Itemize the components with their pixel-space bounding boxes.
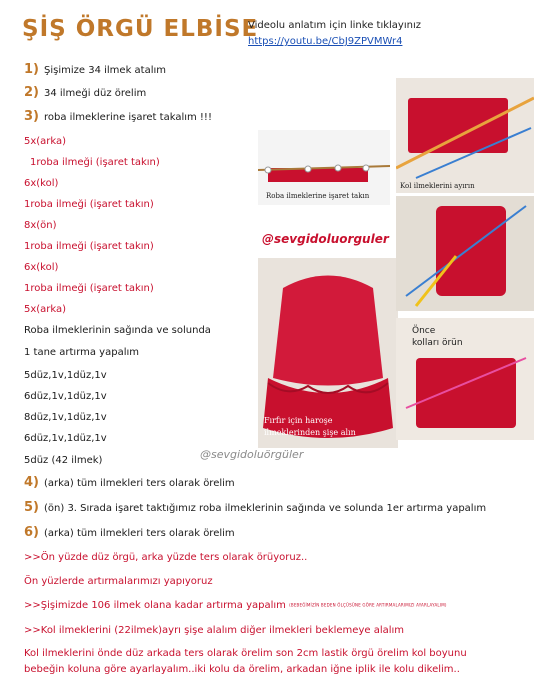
- photo-knit-sleeves-first: [396, 318, 534, 440]
- watermark: @sevgidoluorguler: [262, 232, 389, 246]
- photo-stitch-markers: [258, 130, 390, 205]
- photo-separate-sleeves: [396, 78, 534, 193]
- video-caption: Videolu anlatım için linke tıklayınız: [248, 20, 421, 31]
- step-number: 6): [24, 525, 39, 540]
- note-3: [24, 600, 447, 611]
- increase-intro: Roba ilmeklerinin sağında ve solunda: [24, 325, 211, 336]
- step-6: [24, 525, 235, 540]
- step-text: Şişimize 34 ilmek atalım: [44, 65, 167, 76]
- page-title: ŞİŞ ÖRGÜ ELBİSE: [22, 16, 259, 42]
- roba-line: 1roba ilmeği (işaret takın): [24, 283, 154, 294]
- increase-row: 8düz,1v,1düz,1v: [24, 412, 107, 423]
- knitted-yoke-graphic: [396, 78, 534, 193]
- step-number: 4): [24, 475, 39, 490]
- roba-line: 5x(arka): [24, 136, 67, 147]
- video-link[interactable]: https://youtu.be/CbJ9ZPVMWr4: [248, 36, 403, 47]
- step-3: [24, 109, 212, 124]
- knitted-sleeve-graphic: [396, 196, 534, 311]
- increase-row: 6düz,1v,1düz,1v: [24, 391, 107, 402]
- step-5: [24, 500, 486, 515]
- increase-row: 5düz,1v,1düz,1v: [24, 370, 107, 381]
- watermark: @sevgidoluörgüler: [200, 448, 304, 461]
- step-number: 1): [24, 62, 39, 77]
- roba-line: 6x(kol): [24, 262, 59, 273]
- note-5b: bebeğin koluna göre ayarlayalım..iki kolu da örelim, arkadan iğne iplik ile kolu dikelim..: [24, 664, 460, 675]
- step-2: [24, 85, 146, 100]
- step-4: [24, 475, 235, 490]
- roba-line: 8x(ön): [24, 220, 57, 231]
- roba-line: 1roba ilmeği (işaret takın): [30, 157, 160, 168]
- step-text: 34 ilmeği düz örelim: [44, 88, 147, 99]
- step-text: (arka) tüm ilmekleri ters olarak örelim: [44, 478, 235, 489]
- photo-caption: ilmeklerinden şişe alın: [264, 428, 356, 437]
- roba-line: 1roba ilmeği (işaret takın): [24, 199, 154, 210]
- step-number: 5): [24, 500, 39, 515]
- roba-line: 1roba ilmeği (işaret takın): [24, 241, 154, 252]
- note-3-text: >>Şişimizde 106 ilmek olana kadar artırma yapalım: [24, 600, 286, 611]
- step-text: roba ilmeklerine işaret takalım !!!: [44, 112, 212, 123]
- roba-line: 5x(arka): [24, 304, 67, 315]
- step-1: [24, 62, 166, 77]
- step-number: 3): [24, 109, 39, 124]
- note-1: >>Ön yüzde düz örgü, arka yüzde ters olarak örüyoruz..: [24, 552, 308, 563]
- photo-caption: kolları örün: [412, 338, 463, 348]
- photo-caption: Fırfır için haroşe: [264, 416, 333, 425]
- note-4: >>Kol ilmeklerini (22ilmek)ayrı şişe alalım diğer ilmekleri beklemeye alalım: [24, 625, 405, 636]
- note-3-small: (BEBEĞİMİZİN BEDEN ÖLÇÜSÜNE GÖRE ARTIRMALARIMIZI AYARLAYALIM): [289, 602, 447, 608]
- increase-intro: 1 tane artırma yapalım: [24, 347, 139, 358]
- step-text: (ön) 3. Sırada işaret taktığımız roba ilmeklerinin sağında ve solunda 1er artırma yapalım: [44, 503, 487, 514]
- increase-row: 5düz (42 ilmek): [24, 455, 103, 466]
- photo-caption: Önce: [412, 326, 436, 336]
- step-number: 2): [24, 85, 39, 100]
- roba-line: 6x(kol): [24, 178, 59, 189]
- photo-sleeve: [396, 196, 534, 311]
- note-2: Ön yüzlerde artırmalarımızı yapıyoruz: [24, 576, 213, 587]
- step-text: (arka) tüm ilmekleri ters olarak örelim: [44, 528, 235, 539]
- knitted-body-graphic: [396, 318, 534, 440]
- photo-caption: Kol ilmeklerini ayırın: [400, 182, 475, 190]
- note-5a: Kol ilmeklerini önde düz arkada ters olarak örelim son 2cm lastik örgü örelim kol boyunu: [24, 648, 467, 659]
- photo-caption: Roba ilmeklerine işaret takın: [266, 192, 370, 200]
- increase-row: 6düz,1v,1düz,1v: [24, 433, 107, 444]
- photo-dress: [258, 258, 398, 448]
